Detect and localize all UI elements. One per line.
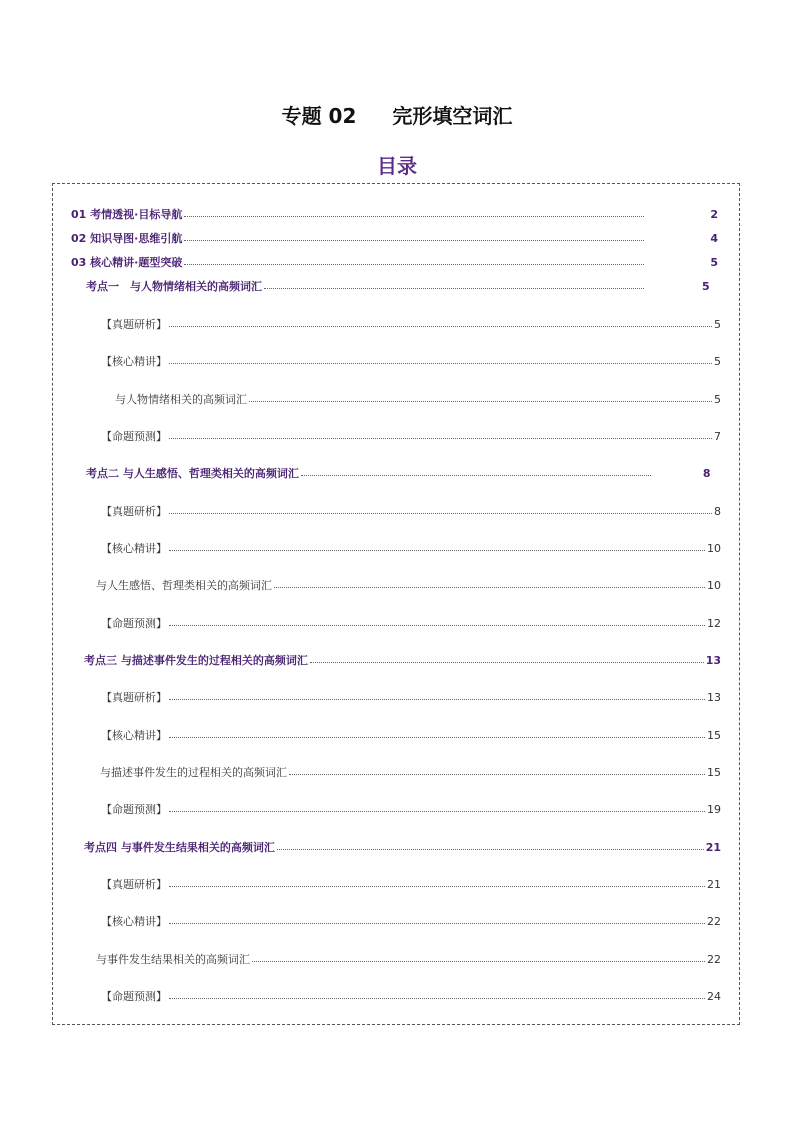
toc-entry[interactable]	[101, 353, 721, 369]
toc-entry[interactable]	[101, 913, 721, 929]
toc-entry-label: 【真题研析】	[101, 878, 167, 891]
toc-entry-page: 2	[710, 208, 718, 221]
toc-entry[interactable]	[101, 428, 721, 444]
toc-entry[interactable]	[96, 577, 721, 593]
toc-entry-label: 【真题研析】	[101, 505, 167, 518]
toc-entry[interactable]	[71, 254, 723, 270]
toc-entry-label: 【核心精讲】	[101, 355, 167, 368]
toc-entry-page: 5	[710, 256, 718, 269]
toc-entry[interactable]	[96, 951, 721, 967]
toc-entry[interactable]	[101, 615, 721, 631]
toc-entry-page: 15	[707, 729, 721, 742]
toc-entry[interactable]	[84, 652, 721, 668]
toc-entry[interactable]	[101, 727, 721, 743]
document-title	[0, 100, 794, 129]
toc-entry-label: 与描述事件发生的过程相关的高频词汇	[100, 766, 287, 779]
toc-entry-label: 考点三 与描述事件发生的过程相关的高频词汇	[84, 654, 308, 667]
toc-entry-page: 10	[707, 579, 721, 592]
toc-entry-label: 【命题预测】	[101, 617, 167, 630]
toc-entry-page: 5	[714, 318, 721, 331]
toc-entry-label: 【核心精讲】	[101, 729, 167, 742]
toc-entry-label: 与事件发生结果相关的高频词汇	[96, 953, 250, 966]
toc-entry-page: 5	[714, 393, 721, 406]
toc-entry-label: 【核心精讲】	[101, 915, 167, 928]
toc-entry[interactable]	[84, 839, 721, 855]
toc-box	[52, 183, 740, 1025]
toc-entry[interactable]	[86, 465, 723, 481]
toc-entry-page: 21	[705, 841, 721, 854]
toc-entry-label: 考点四 与事件发生结果相关的高频词汇	[84, 841, 275, 854]
toc-entry-page: 5	[714, 355, 721, 368]
toc-entry[interactable]	[71, 230, 723, 246]
toc-entry-page: 13	[705, 654, 721, 667]
toc-entry[interactable]	[101, 540, 721, 556]
toc-entry[interactable]	[101, 988, 721, 1004]
toc-entry-label: 考点二 与人生感悟、哲理类相关的高频词汇	[86, 467, 299, 480]
toc-entry-label: 【真题研析】	[101, 691, 167, 704]
toc-entry-page: 22	[707, 915, 721, 928]
toc-entry-page: 5	[702, 280, 710, 293]
toc-entry-page: 10	[707, 542, 721, 555]
toc-entry-label: 01 考情透视·目标导航	[71, 208, 183, 221]
toc-entry-label: 02 知识导图·思维引航	[71, 232, 183, 245]
toc-entry[interactable]	[101, 876, 721, 892]
toc-entry-page: 4	[710, 232, 718, 245]
toc-entry-label: 【命题预测】	[101, 990, 167, 1003]
toc-entry[interactable]	[101, 316, 721, 332]
toc-entry-label: 与人物情绪相关的高频词汇	[115, 393, 247, 406]
toc-entry[interactable]	[101, 801, 721, 817]
toc-entry-label: 【命题预测】	[101, 803, 167, 816]
toc-entry[interactable]	[100, 764, 721, 780]
toc-entry-label: 03 核心精讲·题型突破	[71, 256, 183, 269]
toc-entry-page: 12	[707, 617, 721, 630]
toc-entry-label: 【核心精讲】	[101, 542, 167, 555]
toc-entry[interactable]	[101, 689, 721, 705]
toc-entry-page: 22	[707, 953, 721, 966]
toc-entry[interactable]	[71, 206, 723, 222]
toc-entry-page: 15	[707, 766, 721, 779]
toc-entry-page: 19	[707, 803, 721, 816]
toc-entry-page: 7	[714, 430, 721, 443]
toc-entry-label: 与人生感悟、哲理类相关的高频词汇	[96, 579, 272, 592]
title-prefix: 专题 02	[281, 104, 357, 128]
toc-entry-page: 8	[714, 505, 721, 518]
toc-entry-label: 【命题预测】	[101, 430, 167, 443]
toc-entry-page: 8	[702, 467, 711, 480]
toc-entry-label: 考点一 与人物情绪相关的高频词汇	[86, 280, 262, 293]
toc-entry-page: 24	[707, 990, 721, 1003]
toc-heading: 目录	[377, 154, 417, 178]
toc-entry-page: 21	[707, 878, 721, 891]
title-main: 完形填空词汇	[392, 104, 513, 128]
toc-entry[interactable]	[101, 503, 721, 519]
toc-entry-page: 13	[707, 691, 721, 704]
toc-entry[interactable]	[86, 278, 723, 294]
toc-entry-label: 【真题研析】	[101, 318, 167, 331]
toc-entry[interactable]	[115, 391, 721, 407]
